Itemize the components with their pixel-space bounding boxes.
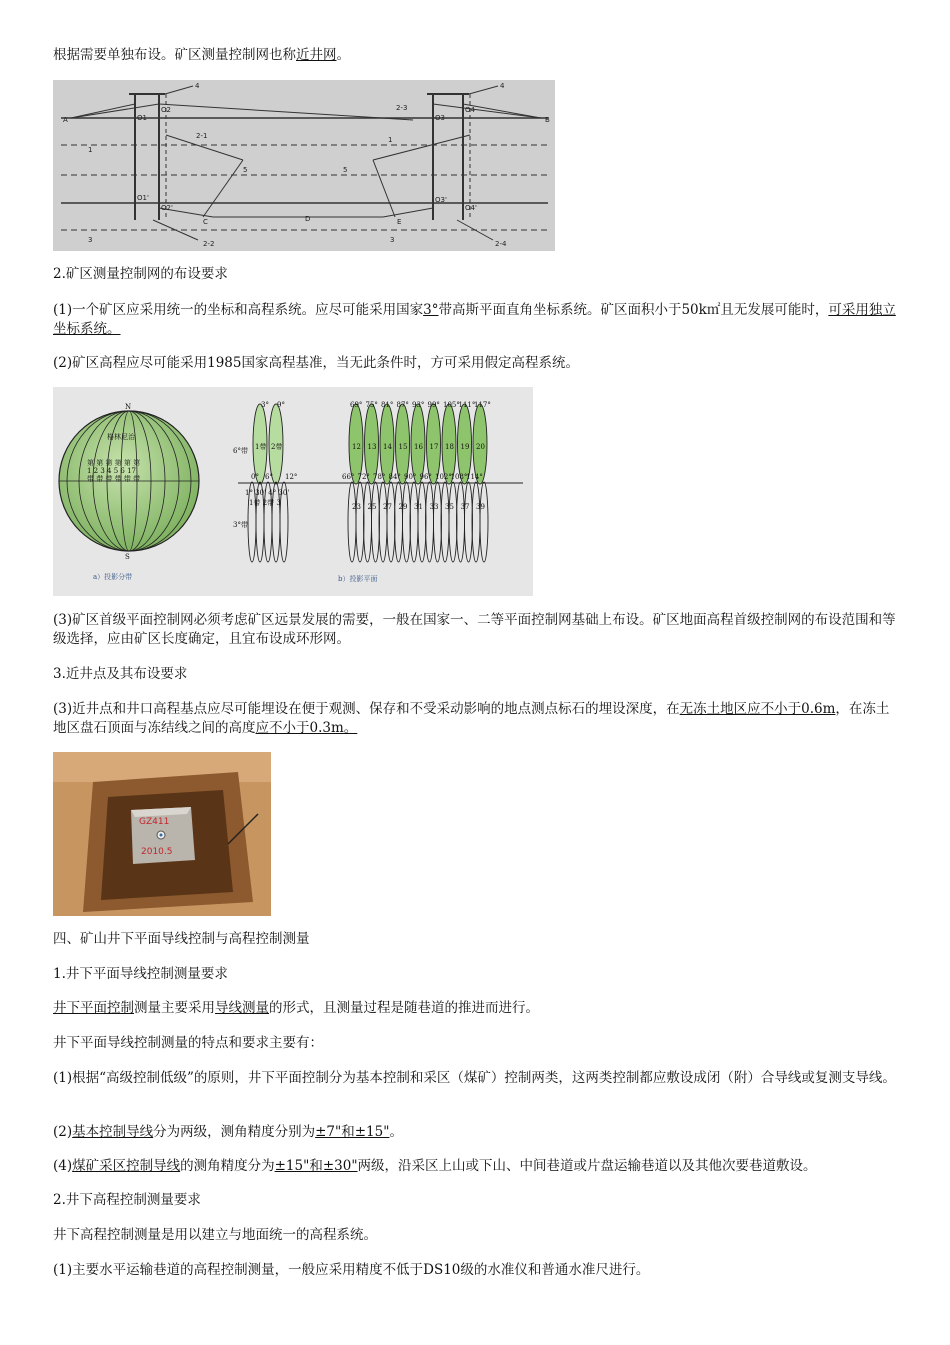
zone-lens-3deg [364, 482, 372, 562]
globe-band-row2: 1 2 3 4 5 6 17 [87, 467, 136, 475]
left-zone-1: 1带 [255, 443, 267, 451]
zone-lens-3deg [356, 482, 364, 562]
left-mid-deg-0: 0° [251, 473, 259, 481]
top-deg-label: 93° [412, 401, 425, 409]
low-zone-label: 25 [367, 503, 377, 511]
globe-greenwich: 格林尼治 [107, 433, 135, 441]
projection-zones-figure [53, 387, 533, 596]
zone-lens-3deg [480, 482, 488, 562]
left-mid-deg-1: 6° [265, 473, 273, 481]
left-low-zones: 1带 2带 3 [249, 499, 281, 507]
low-zone-label: 31 [414, 503, 423, 511]
survey-monument-photo [53, 752, 271, 916]
mine-shaft-diagram [53, 80, 555, 251]
left-mid-deg-2: 12° [285, 473, 298, 481]
zone-number-label: 13 [367, 443, 377, 451]
heading-3: 3.近井点及其布设要求 [53, 666, 188, 682]
zone-lens-3deg [410, 482, 418, 562]
caption-b: b）投影平面 [338, 575, 378, 583]
paragraph-elevation-system: 井下高程控制测量是用以建立与地面统一的高程系统。 [53, 1227, 377, 1243]
label-3a: 3 [88, 236, 93, 244]
zone-number-label: 18 [445, 443, 454, 451]
zone-lens-3deg [472, 482, 480, 562]
zone-number-label: 12 [352, 443, 361, 451]
top-deg-label: 117° [474, 401, 491, 409]
heading-4-2: 2.井下高程控制测量要求 [53, 1192, 201, 1208]
label-O1: O1 [137, 114, 147, 122]
label-2-3: 2-3 [396, 104, 408, 112]
top-deg-label: 105° [443, 401, 460, 409]
label-O1p: O1' [137, 194, 149, 202]
globe-band-row3: 带 带 带 带 带 带 [87, 475, 141, 483]
globe-S: S [125, 553, 130, 561]
label-D: D [305, 215, 311, 223]
label-C: C [203, 218, 208, 226]
label-2-4: 2-4 [495, 240, 507, 248]
paragraph-features: 井下平面导线控制测量的特点和要求主要有： [53, 1035, 323, 1051]
zone-lens-3deg [379, 482, 387, 562]
paragraph-near-shaft: (3)近井点和井口高程基点应尽可能埋设在便于观测、保存和不受采动影响的地点测点标石的埋设深度，在无冻土地区应不小于0.6m，在冻土地区盘石顶面与冻结线之间的高度应不小于0.3m。 [53, 701, 890, 736]
zone-number-label: 16 [414, 443, 423, 451]
top-deg-label: 75° [365, 401, 378, 409]
paragraph-elevation: (2)矿区高程应尽可能采用1985国家高程基准，当无此条件时，方可采用假定高程系统。 [53, 355, 579, 371]
mid-deg-label: 78° [373, 473, 386, 481]
underlined-term: 近井网 [296, 47, 337, 63]
zone-number-label: 19 [460, 443, 470, 451]
caption-a: a）投影分带 [93, 573, 133, 581]
label-1b: 1 [388, 136, 393, 144]
heading-4: 四、矿山井下平面导线控制与高程控制测量 [53, 931, 310, 947]
zone-lens-3deg [434, 482, 442, 562]
top-deg-label: 69° [350, 401, 363, 409]
zone-number-label: 20 [476, 443, 485, 451]
zone-lens-3deg [449, 482, 457, 562]
top-left-deg-1: 9° [277, 401, 285, 409]
paragraph-intro: 根据需要单独布设。矿区测量控制网也称近井网。 [53, 47, 350, 63]
globe-N: N [125, 403, 132, 411]
mid-deg-label: 90° [404, 473, 417, 481]
mid-deg-label: 102° [435, 473, 452, 481]
heading-2: 2.矿区测量控制网的布设要求 [53, 266, 228, 282]
label-O3: O3 [435, 114, 445, 122]
left-low-deg: 1° 30' 4° 30' [245, 489, 290, 497]
zone-lens-3deg [426, 482, 434, 562]
low-zone-label: 23 [352, 503, 361, 511]
zone-lens-3deg [465, 482, 473, 562]
label-E: E [397, 218, 402, 226]
monument-id: GZ411 [139, 817, 170, 827]
label-1a: 1 [88, 146, 93, 154]
survey-monument-svg [53, 752, 271, 916]
zone-number-label: 14 [383, 443, 392, 451]
label-3b: 3 [390, 236, 395, 244]
heading-4-1: 1.井下平面导线控制测量要求 [53, 966, 228, 982]
zone-lens-3deg [441, 482, 449, 562]
label-5a: 5 [243, 166, 248, 174]
low-zone-label: 29 [398, 503, 408, 511]
low-zone-label: 35 [445, 503, 454, 511]
mid-deg-label: 72° [357, 473, 370, 481]
top-deg-label: 99° [427, 401, 440, 409]
label-5b: 5 [343, 166, 348, 174]
label-4b: 4 [500, 82, 505, 90]
label-A: A [63, 116, 68, 124]
zone-lens-3deg [395, 482, 403, 562]
label-2-1: 2-1 [196, 132, 208, 140]
label-O2p: O2' [161, 204, 173, 212]
label-B: B [545, 116, 550, 124]
mid-deg-label: 114° [466, 473, 483, 481]
top-deg-label: 111° [458, 401, 476, 409]
mid-deg-label: 66° [342, 473, 355, 481]
zone-lens-3deg [372, 482, 380, 562]
zone-number-label: 15 [398, 443, 408, 451]
globe-band-row1: 第 第 第 第 第 第 [87, 459, 141, 467]
low-zone-label: 39 [476, 503, 485, 511]
label-O2: O2 [161, 106, 171, 114]
low-zone-label: 37 [460, 503, 470, 511]
label-3deg-band: 3°带 [233, 521, 248, 529]
paragraph-coord-system: (1)一个矿区应采用统一的坐标和高程系统。应尽可能采用国家3°带高斯平面直角坐标系统。矿区面积小于50k㎡且无发展可能时，可采用独立坐标系统。 [53, 302, 896, 337]
left-zone-2: 2带 [271, 443, 283, 451]
monument-date: 2010.5 [141, 847, 173, 857]
zone-lens-3deg [403, 482, 411, 562]
mine-shaft-diagram-svg [53, 80, 555, 251]
zone-number-label: 17 [429, 443, 439, 451]
paragraph-district-control: (4)煤矿采区控制导线的测角精度分为±15"和±30"两级，沿采区上山或下山、中间巷道或片盘运输巷道以及其他次要巷道敷设。 [53, 1158, 817, 1174]
label-4a: 4 [195, 82, 200, 90]
label-6deg-band: 6°带 [233, 447, 248, 455]
paragraph-leveling: (1)主要水平运输巷道的高程控制测量，一般应采用精度不低于DS10级的水准仪和普通水准尺进行。 [53, 1262, 650, 1278]
paragraph-primary-control: (3)矿区首级平面控制网必须考虑矿区远景发展的需要，一般在国家一、二等平面控制网基础上布设。矿区地面高程首级控制网的布设范围和等级选择，应由矿区长度确定，且宜布设成环形网。 [53, 612, 896, 647]
projection-zones-svg [53, 387, 533, 596]
zone-lens-3deg [457, 482, 465, 562]
mid-deg-label: 84° [388, 473, 401, 481]
top-left-deg-0: 3° [261, 401, 269, 409]
paragraph-basic-control: (2)基本控制导线分为两级，测角精度分别为±7"和±15"。 [53, 1124, 403, 1140]
low-zone-label: 33 [429, 503, 439, 511]
mid-deg-label: 108° [450, 473, 468, 481]
zone-lens-3deg [418, 482, 426, 562]
zone-lens-3deg [348, 482, 356, 562]
top-deg-label: 81° [381, 401, 394, 409]
mid-deg-label: 96° [419, 473, 432, 481]
paragraph-traverse: 井下平面控制测量主要采用导线测量的形式，且测量过程是随巷道的推进而进行。 [53, 1000, 539, 1016]
paragraph-principle: (1)根据“高级控制低级”的原则，井下平面控制分为基本控制和采区（煤矿）控制两类，这两类控制都应敷设成闭（附）合导线或复测支导线。 [53, 1070, 896, 1086]
label-O3p: O3' [435, 196, 447, 204]
zone-lens-3deg [387, 482, 395, 562]
label-O4: O4 [465, 106, 475, 114]
low-zone-label: 27 [383, 503, 392, 511]
label-O4p: O4' [465, 204, 477, 212]
top-deg-label: 87° [396, 401, 409, 409]
label-2-2: 2-2 [203, 240, 215, 248]
